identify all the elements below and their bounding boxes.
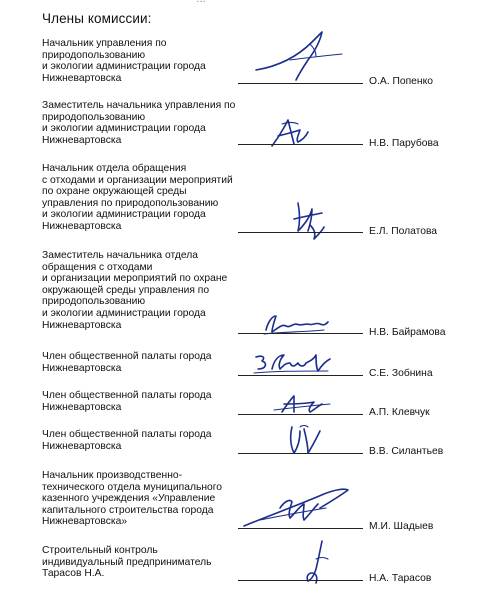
member-entry-8 <box>0 470 484 530</box>
member-title: Начальник управления по природопользованию и экологии администрации города Нижневартовска <box>42 38 206 84</box>
signature-line <box>238 144 363 145</box>
previous-page-fragment <box>196 0 206 5</box>
member-name: Н.В. Парубова <box>369 138 439 149</box>
member-title: Строительный контроль индивидуальный предприниматель Тарасов Н.А. <box>42 545 212 580</box>
member-name: В.В. Силантьев <box>369 446 444 457</box>
signature-line <box>238 232 363 233</box>
signature-line <box>238 580 363 581</box>
signature-6 <box>272 394 332 416</box>
member-name: Н.А. Тарасов <box>369 573 432 584</box>
member-name: Е.Л. Полатова <box>369 226 438 237</box>
signature-9 <box>300 539 334 585</box>
signature-3 <box>290 195 328 241</box>
signature-line <box>238 375 363 376</box>
commission-members-heading: Члены комиссии: <box>42 11 152 26</box>
member-title: Начальник производственно- технического отдела муниципального казенного учреждения «Управление капитального строительства города Нижневартовска» <box>42 470 223 528</box>
signature-5 <box>250 351 334 377</box>
member-title: Начальник отдела обращения с отходами и организации мероприятий по охране окружающей среды управления по природопользованию и экологии администрации города Нижневартовска <box>42 163 233 232</box>
member-title: Член общественной палаты города Нижневартовска <box>42 390 212 413</box>
member-entry-6 <box>0 390 484 418</box>
member-title: Заместитель начальника отдела обращения с отходами и организации мероприятий по охране окружающей среды управления по природопользованию и экологии администрации города Нижневартовска <box>42 250 228 331</box>
member-entry-4 <box>0 250 484 338</box>
member-name: М.И. Шадыев <box>369 521 434 532</box>
member-name: О.А. Попенко <box>369 76 433 87</box>
member-title: Член общественной палаты города Нижневартовска <box>42 351 212 374</box>
signature-1 <box>250 30 350 86</box>
signature-line <box>238 528 363 529</box>
member-entry-2 <box>0 100 484 150</box>
signature-8 <box>240 486 350 532</box>
member-entry-1 <box>0 38 484 88</box>
signature-line <box>238 333 363 334</box>
signature-line <box>238 83 363 84</box>
member-entry-5 <box>0 351 484 379</box>
signature-line <box>238 414 363 415</box>
signature-line <box>238 453 363 454</box>
member-entry-7 <box>0 429 484 457</box>
member-name: А.П. Клевчук <box>369 407 430 418</box>
member-title: Член общественной палаты города Нижневартовска <box>42 429 212 452</box>
member-entry-9 <box>0 545 484 585</box>
member-entry-3 <box>0 163 484 238</box>
member-name: С.Е. Зобнина <box>369 368 433 379</box>
member-name: Н.В. Байрамова <box>369 327 446 338</box>
member-title: Заместитель начальника управления по природопользованию и экологии администрации города Нижневартовска <box>42 100 236 146</box>
